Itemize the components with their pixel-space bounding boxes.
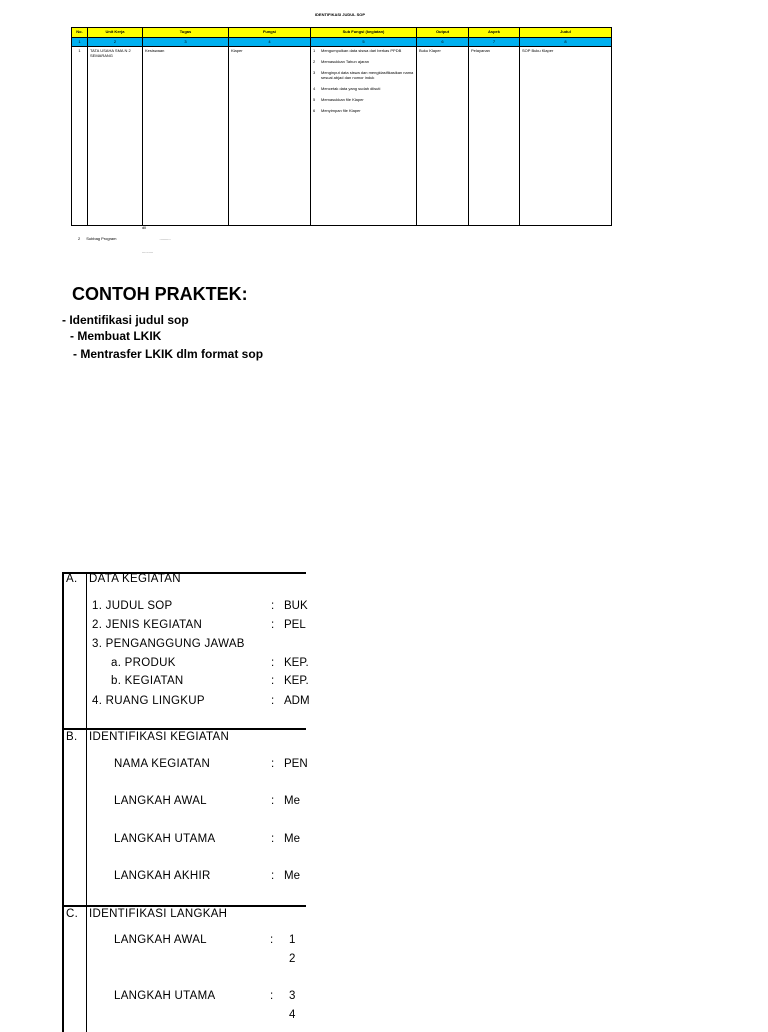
colon: :: [271, 695, 275, 707]
colon: :: [270, 990, 274, 1002]
produk-value: KEP.: [284, 657, 309, 669]
section-c-letter: C.: [66, 908, 79, 920]
section-b-letter: B.: [66, 731, 78, 743]
step-number: 2: [289, 953, 296, 965]
row2-no: 2: [78, 236, 81, 241]
col-number: 1: [72, 38, 88, 47]
bullet-mentrasfer: - Mentrasfer LKIK dlm format sop: [73, 347, 264, 361]
cell-sub-fungsi: [311, 47, 417, 226]
colon: :: [271, 758, 275, 770]
colon: :: [271, 675, 275, 687]
cell-judul: SOP Buku Klaper: [520, 47, 612, 226]
penanggung-jawab-label: 3. PENGANGGUNG JAWAB: [92, 638, 245, 650]
step-number: 1: [289, 934, 296, 946]
kegiatan-label: b. KEGIATAN: [111, 675, 184, 687]
sub-item: 4 Mencetak data yang sudah diisuti: [313, 86, 381, 91]
col-number: 8: [520, 38, 612, 47]
sop-identification-table: [71, 27, 612, 226]
cell-no: 1: [72, 47, 88, 226]
langkah-akhir-label: LANGKAH AKHIR: [114, 870, 211, 882]
sub-item: 3 Menginput data siswa dan mengklasifikasikan nama sesuai abjad dan nomor induk: [313, 70, 414, 80]
step-number: 3: [289, 990, 296, 1002]
col-number: 3: [143, 38, 229, 47]
judul-sop-label: 1. JUDUL SOP: [92, 600, 173, 612]
contoh-praktek-title: CONTOH PRAKTEK:: [72, 284, 248, 304]
cell-fungsi: Klaper: [229, 47, 311, 226]
section-a-title: DATA KEGIATAN: [89, 573, 181, 585]
sub-item: 2 Memasukkan Tahun ajaran: [313, 59, 369, 64]
cell-tugas: Kesiswaan: [143, 47, 229, 226]
langkah-akhir-value: Me: [284, 870, 300, 882]
colon: :: [271, 870, 275, 882]
colon: :: [271, 795, 275, 807]
langkah-awal-label: LANGKAH AWAL: [114, 795, 207, 807]
header-fungsi: Fungsi: [229, 28, 311, 38]
colon: :: [271, 619, 275, 631]
c-langkah-awal-label: LANGKAH AWAL: [114, 934, 207, 946]
bullet-membuat-lkik: - Membuat LKIK: [70, 329, 162, 343]
row2-dots: ..........: [159, 236, 171, 241]
kegiatan-value: KEP.: [284, 675, 309, 687]
table-number-row: [72, 38, 612, 47]
header-tugas: Tugas: [143, 28, 229, 38]
produk-label: a. PRODUK: [111, 657, 176, 669]
header-aspek: Aspek: [469, 28, 520, 38]
sub-item: 5 Memasukkan file Klaper: [313, 97, 364, 102]
langkah-utama-value: Me: [284, 833, 300, 845]
form-left-border: [62, 572, 64, 1032]
cell-mark: dll: [142, 225, 147, 230]
header-sub-fungsi: Sub Fungsi (kegiatan): [311, 28, 417, 38]
header-output: Output: [417, 28, 469, 38]
jenis-kegiatan-value: PEL: [284, 619, 306, 631]
form-letter-divider: [86, 572, 87, 1032]
ruang-lingkup-value: ADM: [284, 695, 310, 707]
section-b-title: IDENTIFIKASI KEGIATAN: [89, 731, 230, 743]
jenis-kegiatan-label: 2. JENIS KEGIATAN: [92, 619, 203, 631]
row2-dots-second: ..........: [142, 249, 154, 254]
step-number: 4: [289, 1009, 296, 1021]
judul-sop-value: BUK: [284, 600, 308, 612]
col-number: 4: [229, 38, 311, 47]
colon: :: [271, 833, 275, 845]
table-row-2: [78, 236, 171, 241]
ruang-lingkup-label: 4. RUANG LINGKUP: [92, 695, 205, 707]
cell-unit: TATA USAHA SMA N 2 SEMARANG: [88, 47, 143, 226]
header-judul: Judul: [520, 28, 612, 38]
langkah-awal-value: Me: [284, 795, 300, 807]
langkah-utama-label: LANGKAH UTAMA: [114, 833, 216, 845]
cell-output: Buku Klaper: [417, 47, 469, 226]
sop-form: [62, 572, 310, 1032]
bullet-identifikasi: - Identifikasi judul sop: [62, 313, 189, 327]
cell-aspek: Pelayanan: [469, 47, 520, 226]
col-number: 2: [88, 38, 143, 47]
col-number: 7: [469, 38, 520, 47]
col-number: 5: [311, 38, 417, 47]
table-row: [72, 47, 612, 226]
col-number: 6: [417, 38, 469, 47]
section-c-title: IDENTIFIKASI LANGKAH: [89, 908, 228, 920]
colon: :: [271, 600, 275, 612]
header-no: No.: [72, 28, 88, 38]
sub-item: 6 Menyimpan file Klaper: [313, 108, 361, 113]
section-b-border: [62, 728, 306, 730]
colon: :: [270, 934, 274, 946]
sub-item: 1 Mengumpulkan data siswa dari berkas PPDB: [313, 48, 402, 53]
section-c-border: [62, 905, 306, 907]
c-langkah-utama-label: LANGKAH UTAMA: [114, 990, 216, 1002]
table-header-row: [72, 28, 612, 38]
nama-kegiatan-value: PEN: [284, 758, 308, 770]
row2-unit: Subbag Program: [86, 236, 117, 241]
nama-kegiatan-label: NAMA KEGIATAN: [114, 758, 211, 770]
colon: :: [271, 657, 275, 669]
sheet-title: IDENTIFIKASI JUDUL SOP: [314, 12, 366, 17]
header-unit-kerja: Unit Kerja: [88, 28, 143, 38]
section-a-letter: A.: [66, 573, 78, 585]
